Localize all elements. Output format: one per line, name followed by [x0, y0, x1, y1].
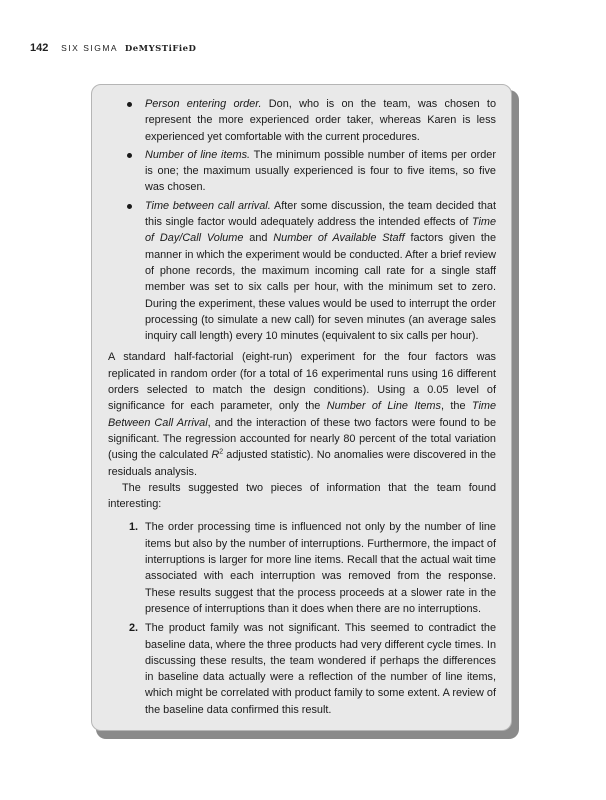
bullet-icon	[127, 153, 132, 158]
list-item-text: After some discussion, the team decided that this single factor would adequately address the intended effects of	[145, 199, 496, 229]
list-item	[108, 147, 496, 196]
list-number: 1.	[129, 521, 139, 534]
list-item-text: The minimum possible number of items per order is one; the maximum usually experienced is four to five items, so five was chosen.	[145, 148, 496, 194]
list-item-text: factors given the manner in which the experiment would be conducted. After a brief review of phone records, the maximum incoming call rate for a single staff member was set to six calls per hour, with the minimum set to zero. During the experiment, these values would be used to interrupt the order processing (to simulate a new call) for seven minutes (an average sales inquiry call length) every 10 minutes (equivalent to six calls per hour).	[145, 232, 496, 343]
list-item	[108, 96, 496, 145]
list-item-lead: Person entering order.	[145, 98, 262, 110]
list-number: 2.	[129, 622, 139, 635]
factor-list	[108, 96, 496, 344]
list-item	[108, 198, 496, 345]
list-item	[108, 519, 496, 617]
list-item-text: The product family was not significant. This seemed to contradict the baseline data, where the three products had very different cycle times. In discussing these results, the team wondered if perhaps the differences in baseline data actually were a reflection of the number of line items, which might be correlated with product family to some extent. A review of the baseline data confirmed this result.	[145, 622, 496, 716]
results-list	[108, 519, 496, 718]
list-item-emphasis: Number of Available Staff	[273, 232, 405, 245]
list-item-lead: Number of line items.	[145, 148, 251, 161]
bullet-icon	[127, 102, 132, 107]
list-item-text: Don, who is on the team, was chosen to represent the more experienced order taker, whereas Karen is less experienced yet comfortable with the current procedures.	[145, 98, 497, 143]
list-item-text: The order processing time is influenced not only by the number of line items but also by the number of interruptions. Furthermore, the impact of interruptions is larger for more line items. Recall that the actual wait time associated with each interruption was removed from the response. These results suggest that the process proceeds at a slower rate in the presence of interruptions than it does when there are no interruptions.	[145, 521, 496, 615]
paragraph-text: adjusted statistic). No anomalies were discovered in the residuals analysis.	[108, 449, 496, 478]
superscript: 2	[219, 448, 224, 456]
list-item-lead: Time between call arrival.	[145, 199, 271, 212]
running-head	[30, 42, 196, 54]
paragraph-text: , and the interaction of these two factors were found to be significant. The regression accounted for nearly 80 percent of the total variation (using the calculated	[108, 416, 497, 462]
list-item	[108, 620, 496, 718]
list-item-emphasis: Time of Day/Call Volume	[145, 216, 496, 245]
bullet-icon	[127, 204, 132, 209]
paragraph-text: , the	[440, 400, 472, 413]
body-paragraph: The results suggested two pieces of information that the team found interesting:	[108, 481, 496, 511]
paragraph-emphasis: Time Between Call Arrival	[108, 400, 497, 429]
paragraph-emphasis: Number of Line Items	[326, 400, 441, 413]
page-number: 142	[30, 42, 49, 54]
body-paragraph	[108, 349, 496, 479]
list-item-text: and	[243, 232, 274, 245]
r-symbol: R	[211, 449, 220, 462]
series-name: SIX SIGMA	[61, 43, 119, 53]
book-title: DeMYSTiFieD	[124, 44, 197, 54]
paragraph-text: A standard half-factorial (eight-run) experiment for the four factors was replicated in random order (for a total of 16 experimental runs using 16 different orders selected to match the design conditions). Using a 0.05 level of significance for each parameter, only the	[108, 351, 496, 413]
callout-content	[108, 96, 496, 721]
